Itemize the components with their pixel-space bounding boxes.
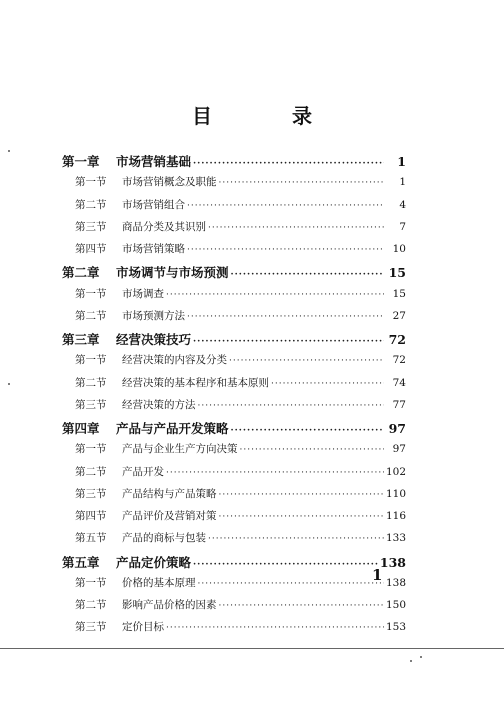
toc-entry-title: 产品评价及营销对策 xyxy=(122,510,217,522)
toc-section-row xyxy=(62,486,406,508)
page-title: 目 录 xyxy=(192,104,342,128)
toc-leader-dots xyxy=(166,290,384,300)
toc-entry-page: 72 xyxy=(388,332,406,347)
toc-leader-dots xyxy=(271,379,384,389)
toc-entry-page: 10 xyxy=(392,243,406,255)
toc-chapter-row xyxy=(62,152,406,174)
toc-entry-page: 138 xyxy=(379,554,406,570)
toc-entry-label: 第一节 xyxy=(75,176,107,189)
page-number: 1 xyxy=(372,566,383,584)
toc-entry-title: 市场营销概念及职能 xyxy=(122,176,217,189)
toc-entry-label: 第二节 xyxy=(75,376,107,389)
toc-entry-page: 116 xyxy=(385,510,406,522)
toc-section-row xyxy=(62,530,406,552)
toc-entry-label: 第一节 xyxy=(75,443,107,456)
toc-entry-page: 27 xyxy=(392,309,406,322)
toc-entry-label: 第四节 xyxy=(75,243,107,255)
toc-entry-page: 74 xyxy=(392,376,406,389)
toc-entry-label: 第一节 xyxy=(75,576,107,589)
toc-entry-page: 15 xyxy=(392,287,406,300)
toc-entry-label: 第三节 xyxy=(75,487,107,500)
toc-section-row xyxy=(62,508,406,530)
toc-entry-page: 4 xyxy=(399,198,406,211)
toc-entry-page: 7 xyxy=(399,220,406,233)
toc-entry-page: 97 xyxy=(388,421,406,436)
toc-entry-title: 经营决策的内容及分类 xyxy=(122,354,227,367)
toc-entry-title: 定价目标 xyxy=(122,621,164,634)
toc-chapter-row xyxy=(62,553,406,575)
toc-section-row xyxy=(62,441,406,463)
toc-entry-label: 第二节 xyxy=(75,599,107,611)
toc-section-row xyxy=(62,219,406,241)
toc-leader-dots xyxy=(231,426,384,436)
scan-speck xyxy=(8,150,10,152)
toc-section-row xyxy=(62,464,406,486)
toc-entry-title: 市场调节与市场预测 xyxy=(116,265,229,281)
toc-entry-label: 第二节 xyxy=(75,465,107,478)
toc-entry-label: 第二节 xyxy=(75,198,107,211)
toc-entry-title: 市场营销基础 xyxy=(116,154,192,169)
toc-chapter-row xyxy=(62,419,406,441)
toc-entry-label: 第五章 xyxy=(62,554,100,570)
toc-leader-dots xyxy=(231,270,384,280)
toc-entry-title: 市场营销组合 xyxy=(122,198,185,211)
scan-speck xyxy=(8,383,10,385)
toc-section-row xyxy=(62,375,406,397)
toc-leader-dots xyxy=(208,223,384,233)
toc-leader-dots xyxy=(208,534,384,544)
toc-entry-page: 138 xyxy=(385,576,406,589)
toc-section-row xyxy=(62,286,406,308)
toc-entry-title: 产品的商标与包装 xyxy=(122,532,206,545)
toc-leader-dots xyxy=(198,579,384,589)
toc-leader-dots xyxy=(166,623,384,633)
toc-entry-title: 市场预测方法 xyxy=(122,309,185,322)
toc-section-row xyxy=(62,575,406,597)
toc-chapter-row xyxy=(62,263,406,285)
toc-entry-title: 影响产品价格的因素 xyxy=(122,599,217,611)
toc-entry-page: 133 xyxy=(385,532,406,545)
toc-entry-title: 产品与企业生产方向决策 xyxy=(122,443,238,456)
toc-entry-page: 1 xyxy=(397,154,406,169)
toc-entry-label: 第一节 xyxy=(75,354,107,367)
toc-entry-label: 第一节 xyxy=(75,287,107,300)
toc-section-row xyxy=(62,174,406,196)
toc-leader-dots xyxy=(187,201,384,211)
toc-entry-label: 第三章 xyxy=(62,332,100,347)
table-of-contents xyxy=(62,152,406,642)
toc-leader-dots xyxy=(240,445,385,455)
toc-entry-page: 15 xyxy=(388,265,406,281)
toc-entry-title: 产品开发 xyxy=(122,465,164,478)
toc-leader-dots xyxy=(219,512,384,522)
scan-speck xyxy=(420,656,422,658)
toc-entry-page: 150 xyxy=(385,599,406,611)
toc-entry-label: 第二节 xyxy=(75,309,107,322)
toc-entry-title: 经营决策的方法 xyxy=(122,398,196,411)
toc-entry-page: 110 xyxy=(385,487,406,500)
toc-leader-dots xyxy=(219,178,385,188)
toc-entry-title: 市场营销策略 xyxy=(122,243,185,255)
toc-section-row xyxy=(62,241,406,263)
toc-entry-title: 商品分类及其识别 xyxy=(122,220,206,233)
toc-entry-title: 经营决策的基本程序和基本原则 xyxy=(122,376,269,389)
page-bottom-rule xyxy=(0,648,504,649)
toc-entry-title: 产品与产品开发策略 xyxy=(116,421,229,436)
toc-leader-dots xyxy=(219,490,384,500)
toc-entry-label: 第四章 xyxy=(62,421,100,436)
toc-section-row xyxy=(62,308,406,330)
toc-entry-title: 产品定价策略 xyxy=(116,554,192,570)
toc-entry-label: 第四节 xyxy=(75,510,107,522)
toc-section-row xyxy=(62,619,406,641)
toc-entry-label: 第一章 xyxy=(62,154,100,169)
toc-section-row xyxy=(62,597,406,619)
toc-leader-dots xyxy=(193,337,384,347)
toc-entry-page: 153 xyxy=(385,621,406,634)
toc-entry-page: 77 xyxy=(392,398,406,411)
toc-chapter-row xyxy=(62,330,406,352)
toc-entry-title: 经营决策技巧 xyxy=(116,332,192,347)
toc-entry-page: 97 xyxy=(392,443,406,456)
toc-entry-page: 72 xyxy=(392,354,406,367)
scan-speck xyxy=(410,660,412,662)
toc-leader-dots xyxy=(219,601,384,611)
toc-entry-label: 第三节 xyxy=(75,621,107,634)
toc-leader-dots xyxy=(166,468,384,478)
toc-entry-label: 第五节 xyxy=(75,532,107,545)
toc-entry-page: 102 xyxy=(385,465,406,478)
toc-leader-dots xyxy=(187,312,384,322)
toc-leader-dots xyxy=(193,560,378,570)
toc-entry-page: 1 xyxy=(399,176,406,189)
toc-entry-label: 第二章 xyxy=(62,265,100,281)
toc-entry-label: 第三节 xyxy=(75,398,107,411)
toc-section-row xyxy=(62,397,406,419)
toc-entry-title: 市场调查 xyxy=(122,287,164,300)
toc-entry-title: 价格的基本原理 xyxy=(122,576,196,589)
toc-entry-label: 第三节 xyxy=(75,220,107,233)
toc-leader-dots xyxy=(193,159,384,169)
toc-section-row xyxy=(62,352,406,374)
toc-leader-dots xyxy=(229,356,384,366)
toc-section-row xyxy=(62,197,406,219)
toc-leader-dots xyxy=(187,245,384,255)
toc-leader-dots xyxy=(198,401,385,411)
toc-entry-title: 产品结构与产品策略 xyxy=(122,487,217,500)
